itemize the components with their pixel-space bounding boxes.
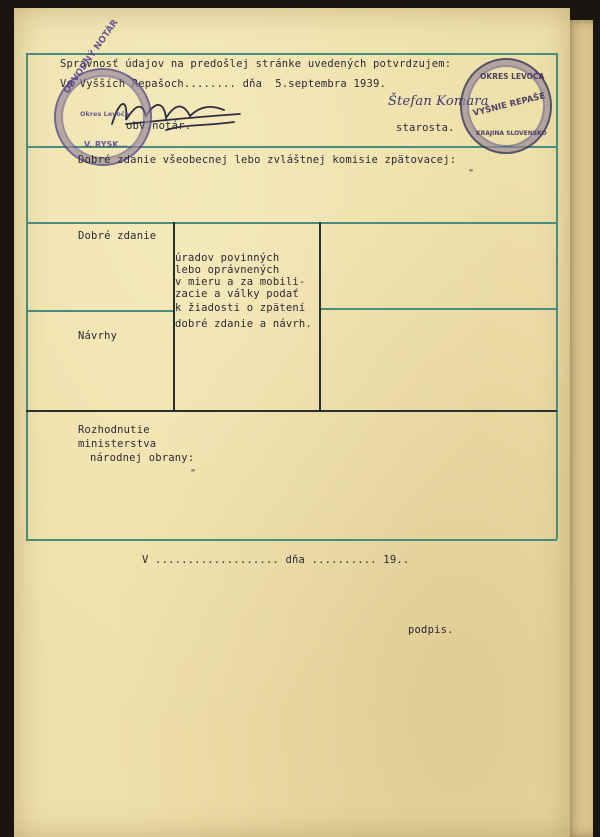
table-left-rule [26, 53, 28, 539]
table-right-rule [556, 53, 558, 539]
footer-place-date: V ................... dňa .......... 19.. [142, 554, 410, 566]
proposals-label: Návrhy [78, 330, 118, 342]
mayor-signature: Štefan Komara [388, 94, 489, 109]
opinion-label: Dobré zdanie [78, 230, 157, 242]
rule-after-commission [26, 222, 557, 224]
municipal-stamp: OKRES LEVOČA VYŠNIE REPAŠE KRAJINA SLOVENSKO [460, 58, 552, 154]
ministry-label: ministerstva [78, 438, 157, 450]
authorities-line-4: zacie a války podať [175, 288, 299, 300]
rule-middle-right [320, 308, 557, 310]
notary-label: obv.notár. [126, 120, 192, 132]
rule-vertical-2 [319, 222, 321, 410]
document-page [14, 8, 570, 837]
table-top-rule [26, 53, 557, 55]
rule-after-middle [26, 410, 557, 412]
authorities-line-3: v mieru a za mobili- [175, 276, 306, 288]
notary-stamp: OBVODNÝ NOTÁR Okres Levoča V. RYSK... [54, 68, 152, 166]
place-date-line: Vo Vyšších Repašoch........ dňa 5.septembra 1939. [60, 78, 387, 90]
confirmation-line: Správnosť údajov na predošlej stránke uvedených potvrdzujem: [60, 58, 452, 70]
authorities-line-5: k žiadosti o zpätení [175, 302, 306, 314]
table-bottom-rule [26, 539, 557, 541]
decision-label: Rozhodnutie [78, 424, 150, 436]
authorities-line-2: lebo oprávnených [175, 264, 280, 276]
defense-label: národnej obrany: [90, 452, 195, 464]
authorities-line-6: dobré zdanie a návrh. [175, 318, 312, 330]
rule-vertical-1 [173, 222, 175, 410]
commission-label: Dobré zdanie všeobecnej lebo zvláštnej komisie zpätovacej: [78, 154, 457, 166]
mayor-label: starosta. [396, 122, 455, 134]
footer-signature-label: podpis. [408, 624, 454, 636]
rule-middle-left [26, 310, 173, 312]
authorities-line-1: úradov povinných [175, 252, 280, 264]
commission-mark: " [468, 168, 475, 179]
ministry-mark: " [190, 468, 197, 479]
